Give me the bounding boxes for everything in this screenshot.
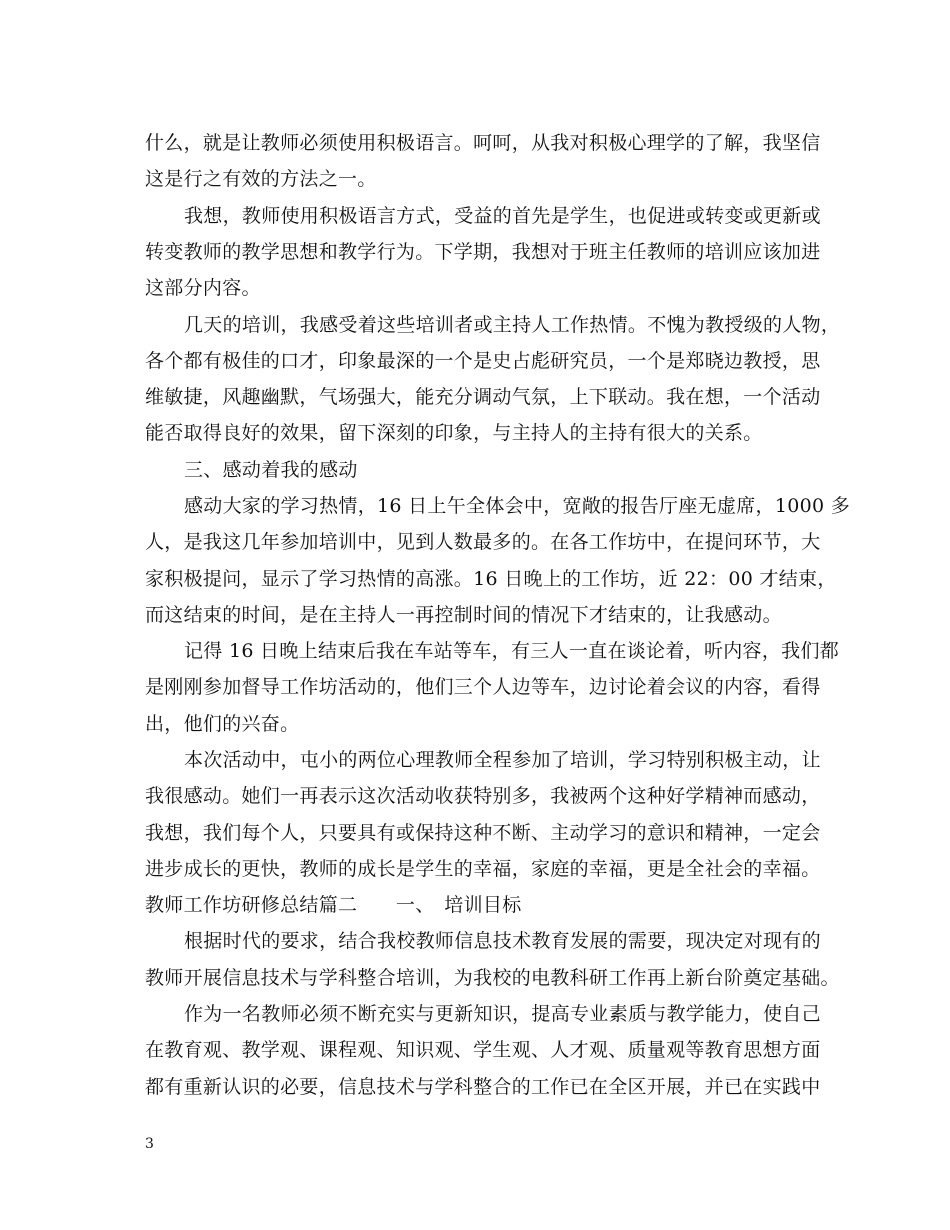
text-line: 教师开展信息技术与学科整合培训，为我校的电教科研工作再上新台阶奠定基础。 — [145, 967, 840, 989]
text-line: 这是行之有效的方法之一。 — [145, 168, 377, 190]
text-line: 记得 16 日晚上结束后我在车站等车，有三人一直在谈论着，听内容，我们都 — [184, 640, 840, 662]
text-line: 而这结束的时间，是在主持人一再控制时间的情况下才结束的，让我感动。 — [145, 604, 782, 626]
text-line: 进步成长的更快，教师的成长是学生的幸福，家庭的幸福，更是全社会的幸福。 — [145, 858, 821, 880]
text-line: 维敏捷，风趣幽默，气场强大，能充分调动气氛，上下联动。我在想，一个活动 — [145, 386, 821, 408]
text-line: 能否取得良好的效果，留下深刻的印象，与主持人的主持有很大的关系。 — [145, 422, 763, 444]
section-heading: 三、感动着我的感动 — [184, 459, 358, 481]
text-line: 几天的培训，我感受着这些培训者或主持人工作热情。不愧为教授级的人物， — [184, 314, 841, 336]
section-heading: 教师工作坊研修总结篇二 一、 培训目标 — [145, 894, 522, 916]
text-line: 在教育观、教学观、课程观、知识观、学生观、人才观、质量观等教育思想方面 — [145, 1039, 821, 1061]
text-line: 本次活动中，屯小的两位心理教师全程参加了培训，学习特别积极主动，让 — [184, 749, 821, 771]
text-line: 都有重新认识的必要，信息技术与学科整合的工作已在全区开展，并已在实践中 — [145, 1076, 821, 1098]
text-line: 我想，我们每个人，只要具有或保持这种不断、主动学习的意识和精神，一定会 — [145, 822, 821, 844]
text-line: 感动大家的学习热情，16 日上午全体会中，宽敞的报告厅座无虚席，1000 多 — [184, 495, 851, 517]
text-line: 我想，教师使用积极语言方式，受益的首先是学生，也促进或转变或更新或 — [184, 205, 821, 227]
text-line: 家积极提问，显示了学习热情的高涨。16 日晚上的工作坊，近 22：00 才结束， — [145, 568, 837, 590]
text-line: 转变教师的教学思想和教学行为。下学期，我想对于班主任教师的培训应该加进 — [145, 241, 821, 263]
text-line: 我很感动。她们一再表示这次活动收获特别多，我被两个这种好学精神而感动， — [145, 785, 821, 807]
text-line: 作为一名教师必须不断充实与更新知识，提高专业素质与教学能力，使自己 — [184, 1003, 821, 1025]
text-line: 什么，就是让教师必须使用积极语言。呵呵，从我对积极心理学的了解，我坚信 — [145, 132, 821, 154]
text-line: 人，是我这几年参加培训中，见到人数最多的。在各工作坊中，在提问环节，大 — [145, 531, 821, 553]
text-line: 这部分内容。 — [145, 277, 261, 299]
text-line: 出，他们的兴奋。 — [145, 713, 300, 735]
text-line: 根据时代的要求，结合我校教师信息技术教育发展的需要，现决定对现有的 — [184, 930, 821, 952]
text-line: 是刚刚参加督导工作坊活动的，他们三个人边等车，边讨论着会议的内容，看得 — [145, 676, 821, 698]
text-line: 各个都有极佳的口才，印象最深的一个是史占彪研究员，一个是郑晓边教授，思 — [145, 350, 821, 372]
page-number: 3 — [145, 1136, 154, 1152]
